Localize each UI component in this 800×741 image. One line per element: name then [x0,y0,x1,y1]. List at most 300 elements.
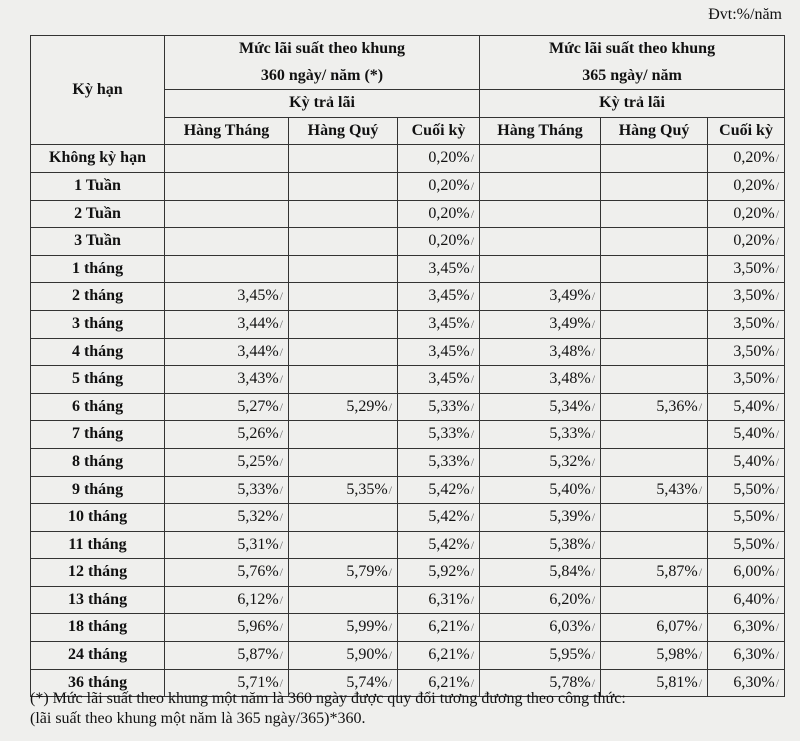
term-cell: 18 tháng [31,614,165,642]
rate-value: 0,20% [428,232,470,250]
rate-cell [601,145,708,173]
rate-value: 3,45% [428,342,470,360]
check-mark-icon: / [591,372,596,387]
rate-value: 6,30% [733,646,775,664]
rate-cell [398,559,480,587]
table-row [31,283,785,311]
check-mark-icon: / [470,620,475,635]
rate-value: 5,25% [237,452,279,470]
table-row [31,366,785,394]
term-cell: 1 Tuần [31,172,165,200]
rate-value: 5,33% [549,425,591,443]
rate-cell [165,255,289,283]
rate-value: 5,33% [428,452,470,470]
check-mark-icon: / [775,454,780,469]
check-mark-icon: / [775,178,780,193]
rate-value: 0,20% [733,204,775,222]
rate-value: 5,71% [237,673,279,691]
rate-value: 5,76% [237,563,279,581]
rate-table-body [31,145,785,697]
rate-value: 5,92% [428,563,470,581]
check-mark-icon: / [470,454,475,469]
rate-cell [165,366,289,394]
payment-period-header-365: Kỳ trả lãi [480,90,785,118]
rate-cell [480,476,601,504]
rate-cell [398,393,480,421]
term-cell: 2 Tuần [31,200,165,228]
rate-value: 5,43% [656,480,698,498]
table-row [31,642,785,670]
check-mark-icon: / [279,372,283,387]
rate-cell [601,559,708,587]
group-360-header [165,36,480,90]
rate-value: 6,03% [549,618,591,636]
rate-cell [480,366,601,394]
rate-cell [480,642,601,670]
check-mark-icon: / [470,648,475,663]
check-mark-icon: / [470,206,475,221]
check-mark-icon: / [775,344,780,359]
rate-value: 6,12% [237,590,279,608]
rate-cell [708,642,785,670]
rate-value: 3,43% [237,370,279,388]
check-mark-icon: / [698,565,703,580]
check-mark-icon: / [775,565,780,580]
check-mark-icon: / [279,399,283,414]
rate-cell [601,504,708,532]
rate-cell [165,421,289,449]
rate-value: 0,20% [428,176,470,194]
check-mark-icon: / [279,537,283,552]
rate-value: 5,38% [549,535,591,553]
group-365-header [480,36,785,90]
rate-cell [601,393,708,421]
check-mark-icon: / [279,565,283,580]
group-365-line1: Mức lãi suất theo khung [549,40,716,57]
rate-cell [480,338,601,366]
rate-value: 3,50% [733,314,775,332]
check-mark-icon: / [279,592,283,607]
rate-value: 5,42% [428,480,470,498]
table-row [31,228,785,256]
term-cell: Không kỳ hạn [31,145,165,173]
group-365-line2: 365 ngày/ năm [582,66,682,84]
check-mark-icon: / [775,289,780,304]
check-mark-icon: / [591,510,596,525]
table-row [31,310,785,338]
check-mark-icon: / [470,289,475,304]
table-row [31,200,785,228]
rate-cell [289,283,398,311]
table-row [31,338,785,366]
rate-cell [289,310,398,338]
check-mark-icon: / [470,372,475,387]
check-mark-icon: / [775,620,780,635]
rate-cell [601,421,708,449]
rate-cell [165,228,289,256]
rate-value: 3,45% [428,370,470,388]
rate-cell [165,338,289,366]
rate-cell [165,393,289,421]
rate-value: 5,40% [733,397,775,415]
table-row [31,504,785,532]
rate-cell [480,172,601,200]
rate-cell [708,448,785,476]
check-mark-icon: / [591,537,596,552]
rate-cell [289,531,398,559]
rate-value: 5,96% [237,618,279,636]
rate-value: 0,20% [733,232,775,250]
rate-cell [165,145,289,173]
rate-cell [165,614,289,642]
rate-value: 5,40% [549,480,591,498]
rate-cell [708,614,785,642]
rate-value: 6,30% [733,618,775,636]
rate-value: 5,84% [549,563,591,581]
rate-value: 5,36% [656,397,698,415]
rate-value: 3,48% [549,370,591,388]
rate-value: 6,07% [656,618,698,636]
col-quarterly-360: Hàng Quý [289,117,398,145]
term-cell: 12 tháng [31,559,165,587]
rate-cell [708,586,785,614]
check-mark-icon: / [698,399,703,414]
rate-cell [165,504,289,532]
rate-cell [480,200,601,228]
rate-value: 6,30% [733,673,775,691]
rate-cell [480,145,601,173]
check-mark-icon: / [775,261,780,276]
term-cell: 2 tháng [31,283,165,311]
rate-cell [601,310,708,338]
rate-cell [480,255,601,283]
rate-cell [601,172,708,200]
rate-cell [398,614,480,642]
rate-cell [398,228,480,256]
check-mark-icon: / [470,399,475,414]
check-mark-icon: / [388,482,392,497]
rate-cell [601,531,708,559]
rate-cell [398,172,480,200]
rate-cell [398,145,480,173]
rate-cell [398,338,480,366]
check-mark-icon: / [591,289,596,304]
check-mark-icon: / [698,482,703,497]
check-mark-icon: / [279,454,283,469]
rate-cell [289,559,398,587]
rate-cell [289,642,398,670]
rate-cell [708,145,785,173]
check-mark-icon: / [775,675,780,690]
table-row [31,448,785,476]
rate-value: 5,42% [428,508,470,526]
check-mark-icon: / [388,620,392,635]
rate-value: 5,50% [733,508,775,526]
rate-value: 6,21% [428,618,470,636]
rate-cell [601,614,708,642]
rate-cell [398,476,480,504]
rate-cell [289,172,398,200]
rate-cell [480,283,601,311]
rate-cell [601,448,708,476]
rate-cell [289,200,398,228]
check-mark-icon: / [591,565,596,580]
rate-value: 5,90% [346,646,388,664]
col-end-term-365: Cuối kỳ [708,117,785,145]
footnote-line-1: (*) Mức lãi suất theo khung một năm là 360 ngày được quy đổi tương đương theo công thức: [30,690,626,707]
rate-value: 3,44% [237,314,279,332]
table-row [31,145,785,173]
rate-cell [708,559,785,587]
check-mark-icon: / [591,592,596,607]
rate-value: 5,29% [346,397,388,415]
rate-value: 5,81% [656,673,698,691]
rate-value: 3,45% [237,287,279,305]
rate-value: 0,20% [428,204,470,222]
check-mark-icon: / [698,675,703,690]
rate-cell [165,200,289,228]
col-end-term-360: Cuối kỳ [398,117,480,145]
rate-value: 5,26% [237,425,279,443]
rate-value: 5,50% [733,480,775,498]
check-mark-icon: / [591,620,596,635]
rate-cell [289,393,398,421]
table-row [31,393,785,421]
check-mark-icon: / [279,289,283,304]
rate-value: 5,40% [733,425,775,443]
table-row [31,614,785,642]
rate-value: 6,20% [549,590,591,608]
rate-value: 5,34% [549,397,591,415]
rate-cell [480,614,601,642]
rate-value: 0,20% [733,149,775,167]
term-cell: 3 tháng [31,310,165,338]
term-cell: 11 tháng [31,531,165,559]
rate-value: 6,21% [428,646,470,664]
rate-cell [480,448,601,476]
rate-value: 5,87% [656,563,698,581]
rate-cell [480,504,601,532]
check-mark-icon: / [775,399,780,414]
rate-value: 0,20% [428,149,470,167]
rate-cell [601,642,708,670]
term-cell: 13 tháng [31,586,165,614]
rate-value: 6,31% [428,590,470,608]
rate-cell [708,255,785,283]
rate-value: 5,32% [237,508,279,526]
table-row [31,586,785,614]
check-mark-icon: / [775,537,780,552]
footnote [30,689,790,729]
table-row [31,531,785,559]
rate-cell [289,255,398,283]
rate-value: 3,49% [549,287,591,305]
rate-cell [601,476,708,504]
check-mark-icon: / [591,427,596,442]
rate-value: 3,50% [733,342,775,360]
rate-value: 6,21% [428,673,470,691]
rate-cell [480,586,601,614]
rate-cell [289,504,398,532]
rate-value: 5,40% [733,452,775,470]
rate-cell [398,283,480,311]
check-mark-icon: / [279,648,283,663]
rate-value: 3,50% [733,287,775,305]
check-mark-icon: / [775,592,780,607]
rate-value: 5,79% [346,563,388,581]
rate-cell [398,200,480,228]
rate-value: 3,49% [549,314,591,332]
group-360-line1: Mức lãi suất theo khung [238,40,406,57]
term-cell: 10 tháng [31,504,165,532]
col-monthly-365: Hàng Tháng [480,117,601,145]
rate-cell [398,366,480,394]
rate-cell [289,586,398,614]
check-mark-icon: / [470,537,475,552]
table-row [31,255,785,283]
rate-cell [398,310,480,338]
rate-value: 5,33% [237,480,279,498]
payment-period-header-360: Kỳ trả lãi [165,90,480,118]
rate-cell [398,586,480,614]
rate-cell [165,476,289,504]
rate-value: 3,45% [428,314,470,332]
rate-cell [480,228,601,256]
check-mark-icon: / [388,675,392,690]
footnote-line-2: (lãi suất theo khung một năm là 365 ngày/365)*360. [30,710,366,727]
rate-cell [601,255,708,283]
check-mark-icon: / [775,648,780,663]
unit-label: Đvt:%/năm [708,6,782,23]
col-quarterly-365: Hàng Quý [601,117,708,145]
rate-cell [601,366,708,394]
check-mark-icon: / [470,261,475,276]
check-mark-icon: / [591,344,596,359]
term-cell: 24 tháng [31,642,165,670]
rate-value: 5,27% [237,397,279,415]
rate-value: 5,95% [549,646,591,664]
rate-cell [708,393,785,421]
check-mark-icon: / [279,482,283,497]
rate-cell [165,172,289,200]
rate-cell [480,421,601,449]
rate-cell [601,228,708,256]
rate-cell [601,283,708,311]
check-mark-icon: / [470,344,475,359]
rate-cell [289,448,398,476]
col-monthly-360: Hàng Tháng [165,117,289,145]
table-row [31,559,785,587]
rate-cell [165,642,289,670]
term-cell: 1 tháng [31,255,165,283]
check-mark-icon: / [775,427,780,442]
check-mark-icon: / [279,675,283,690]
rate-cell [708,504,785,532]
rate-cell [165,310,289,338]
rate-value: 5,74% [346,673,388,691]
rate-cell [480,559,601,587]
table-row [31,421,785,449]
check-mark-icon: / [591,454,596,469]
table-row [31,476,785,504]
rate-cell [708,476,785,504]
rate-value: 6,40% [733,590,775,608]
rate-value: 3,48% [549,342,591,360]
rate-value: 5,32% [549,452,591,470]
rate-cell [289,338,398,366]
rate-cell [708,338,785,366]
rate-cell [708,172,785,200]
table-row [31,172,785,200]
rate-value: 5,39% [549,508,591,526]
rate-value: 3,44% [237,342,279,360]
rate-cell [480,310,601,338]
check-mark-icon: / [279,620,283,635]
rate-cell [165,559,289,587]
check-mark-icon: / [775,316,780,331]
check-mark-icon: / [591,648,596,663]
rate-cell [289,228,398,256]
check-mark-icon: / [388,565,392,580]
rate-cell [708,421,785,449]
rate-value: 3,50% [733,259,775,277]
rate-cell [398,448,480,476]
rate-cell [601,338,708,366]
rate-cell [165,531,289,559]
check-mark-icon: / [470,565,475,580]
check-mark-icon: / [470,234,475,249]
check-mark-icon: / [591,675,596,690]
check-mark-icon: / [775,510,780,525]
rate-value: 5,87% [237,646,279,664]
check-mark-icon: / [591,399,596,414]
rate-value: 5,78% [549,673,591,691]
check-mark-icon: / [470,151,475,166]
rate-cell [398,642,480,670]
rate-cell [601,200,708,228]
check-mark-icon: / [279,510,283,525]
rate-cell [480,531,601,559]
check-mark-icon: / [591,482,596,497]
term-cell: 3 Tuần [31,228,165,256]
rate-cell [708,310,785,338]
rate-cell [165,283,289,311]
rate-cell [289,145,398,173]
check-mark-icon: / [775,151,780,166]
rate-cell [708,366,785,394]
rate-cell [289,366,398,394]
term-cell: 9 tháng [31,476,165,504]
check-mark-icon: / [279,344,283,359]
rate-cell [289,614,398,642]
rate-cell [165,448,289,476]
rate-value: 5,42% [428,535,470,553]
rate-value: 3,50% [733,370,775,388]
rate-value: 5,33% [428,397,470,415]
check-mark-icon: / [470,675,475,690]
term-cell: 8 tháng [31,448,165,476]
check-mark-icon: / [388,648,392,663]
rate-cell [398,504,480,532]
rate-cell [708,283,785,311]
rate-cell [708,200,785,228]
rate-value: 5,31% [237,535,279,553]
check-mark-icon: / [470,427,475,442]
rate-cell [289,476,398,504]
term-cell: 7 tháng [31,421,165,449]
rate-value: 3,45% [428,259,470,277]
rate-cell [708,531,785,559]
